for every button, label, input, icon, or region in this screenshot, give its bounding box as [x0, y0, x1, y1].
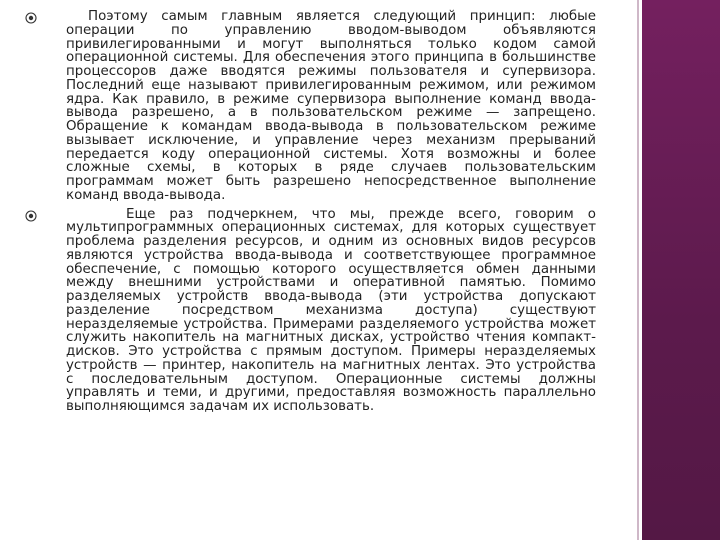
paragraph-2-text: Еще раз подчеркнем, что мы, прежде всего, говорим о мультипрограммных операционных системах, для которых существует проблема разделения ресурсов, и одним из основных видов ресурсов являются устройства ввода-вывода и соответствующее программное обеспечение, с помощью которого осуществляется обмен данными между внешними устройствами и оперативной памятью. Помимо разделяемых устройств ввода-вывода (эти устройства допускают разделение посредством механизма доступа) существуют неразделяемые устройства. Примерами разделяемого устройства может служить накопитель на магнитных дисках, устройство чтения компакт-дисков. Это устройства с прямым доступом. Примеры неразделяемых устройств — принтер, накопитель на магнитных лентах. Это устройства с последовательным доступом. Операционные системы должны управлять и теми, и другими, предоставляя возможность параллельно выполняющимся задачам их использовать.	[66, 206, 596, 414]
paragraph-1-text: Поэтому самым главным является следующий принцип: любые операции по управлению вводом-выводом объявляются привилегированными и могут выполняться только кодом самой операционной системы. Для обеспечения этого принципа в большинстве процессоров даже вводятся режимы пользователя и супервизора. Последний еще называют привилегированным режимом, или режимом ядра. Как правило, в режиме супервизора выполнение команд ввода-вывода разрешено, а в пользовательском режиме — запрещено. Обращение к командам ввода-вывода в пользовательском режиме вызывает исключение, и управление через механизм прерываний передается коду операционной системы. Хотя возможны и более сложные схемы, в которых в ряде случаев пользовательским программам может быть разрешено непосредственное выполнение команд ввода-вывода.	[66, 9, 596, 203]
paragraph-1	[24, 10, 596, 203]
accent-bar-border	[637, 0, 639, 540]
accent-bar	[642, 0, 720, 540]
target-bullet-icon	[25, 12, 37, 24]
target-bullet-icon	[25, 210, 37, 222]
slide-body	[24, 10, 596, 414]
paragraph-2	[24, 208, 596, 414]
